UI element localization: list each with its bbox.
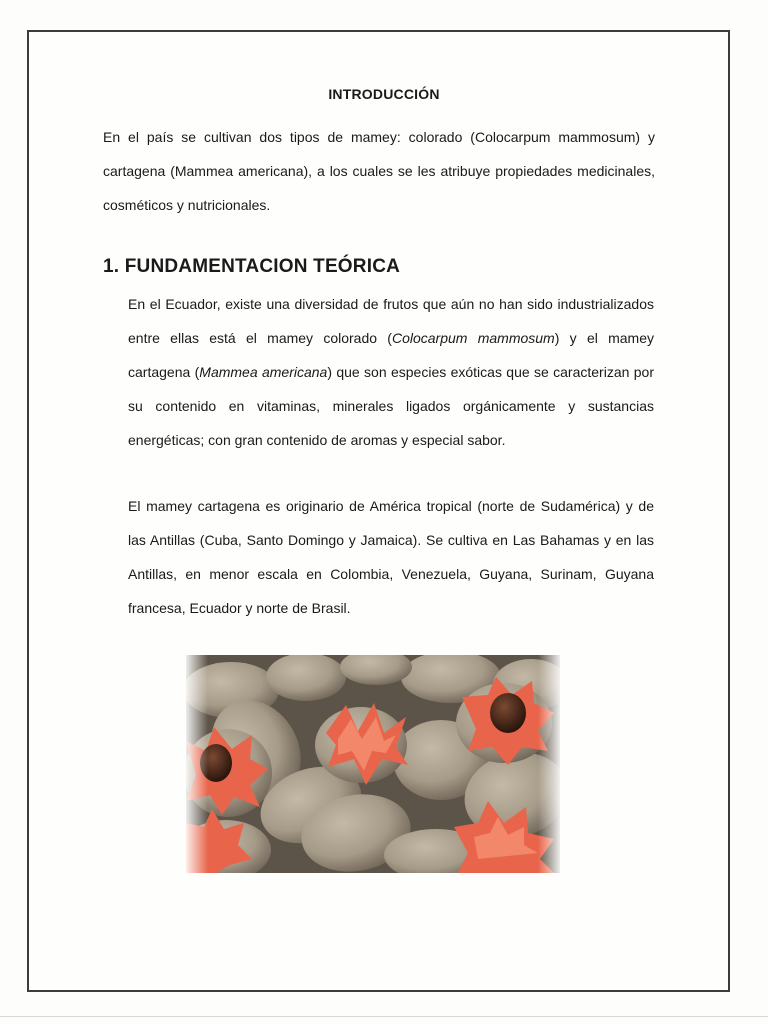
scan-edge-line xyxy=(0,1016,768,1017)
paragraph-1-text-a: En el Ecuador, existe una diversidad de frutos que aún no han sido industrializados entre ellas está el mamey colorado ( xyxy=(128,296,654,346)
body-paragraph-1 xyxy=(128,287,654,457)
introduction-paragraph: En el país se cultivan dos tipos de mamey: colorado (Colocarpum mammosum) y cartagena (Mammea americana), a los cuales se les atribuye propiedades medicinales, cosméticos y nutricionales. xyxy=(103,129,655,213)
species-name-colocarpum: Colocarpum mammosum xyxy=(391,330,555,346)
section-heading: 1. FUNDAMENTACION TEÓRICA xyxy=(103,256,401,277)
paragraph-1-text-b: ) y el mamey cartagena ( xyxy=(128,330,655,380)
paragraph-1-text-c: ) que son especies exóticas que se caracterizan por su contenido en vitaminas, minerales ligados orgánicamente y sustancias energéticas; con gran contenido de aromas y especial sabor. xyxy=(128,364,654,448)
fruit-whole xyxy=(266,655,346,701)
body-paragraph-2: El mamey cartagena es originario de América tropical (norte de Sudamérica) y de las Antillas (Cuba, Santo Domingo y Jamaica). Se cultiva en Las Bahamas y en las Antillas, en menor escala en Colombia, Venezuela, Guyana, Surinam, Guyana francesa, Ecuador y norte de Brasil. xyxy=(128,498,654,616)
mamey-fruit-illustration xyxy=(186,655,560,873)
species-name-mammea: Mammea americana xyxy=(199,364,328,380)
mamey-fruit-photo xyxy=(186,655,560,873)
introduction-title: INTRODUCCIÓN xyxy=(328,86,440,102)
